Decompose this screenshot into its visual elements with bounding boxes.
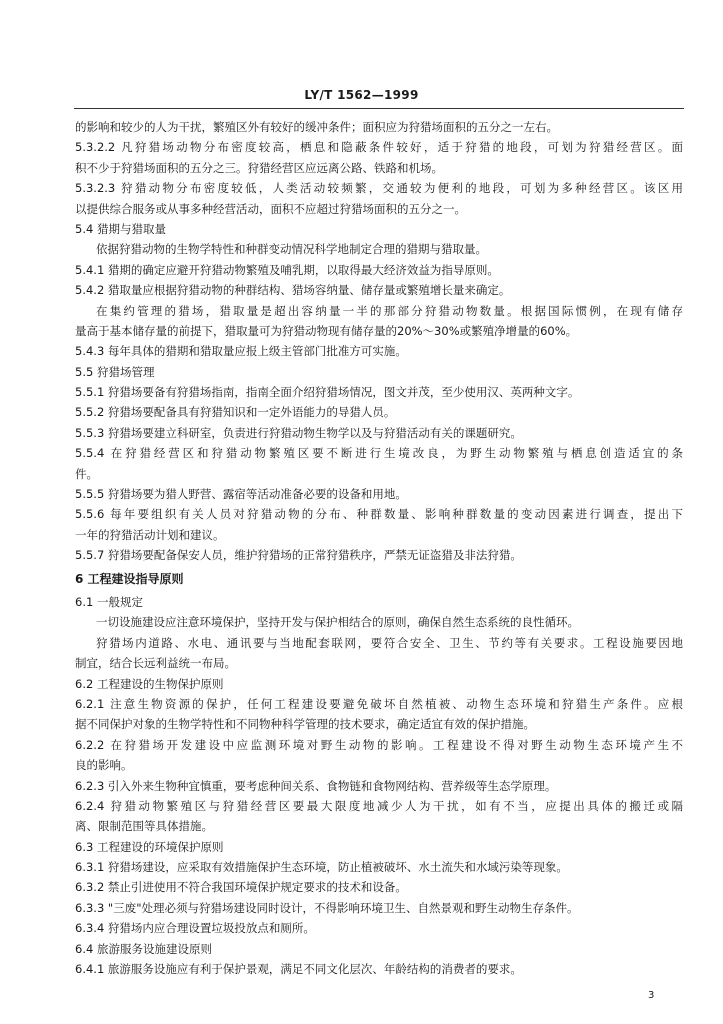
- text-line: 5.5.1 狩猎场要备有狩猎场指南，指南全面介绍狩猎场情况，图文并茂，至少使用汉、英两种文字。: [75, 385, 580, 400]
- text-line: 6.2.2 在狩猎场开发建设中应监测环境对野生动物的影响。工程建设不得对野生动物生态环境产生不: [75, 737, 683, 752]
- text-line: 狩猎场内道路、水电、通讯要与当地配套联网，要符合安全、卫生、节约等有关要求。工程设施要因地: [96, 635, 683, 650]
- text-line: 一年的狩猎活动计划和建议。: [75, 527, 225, 542]
- text-line: 以提供综合服务或从事多种经营活动，面积不应超过狩猎场面积的五分之一。: [75, 201, 466, 216]
- text-line: 5.4.2 猎取量应根据狩猎动物的种群结构、猎场容纳量、储存量或繁殖增长量来确定。: [75, 283, 511, 298]
- text-line: 离、限制范围等具体措施。: [75, 819, 213, 834]
- subsection-heading: 6.2 工程建设的生物保护原则: [75, 676, 224, 691]
- text-line: 5.4.1 猎期的确定应避开狩猎动物繁殖及哺乳期，以取得最大经济效益为指导原则。: [75, 262, 499, 277]
- text-line: 5.5.5 狩猎场要为猎人野营、露宿等活动准备必要的设备和用地。: [75, 487, 407, 502]
- subsection-heading: 5.5 狩猎场管理: [75, 364, 155, 379]
- text-line: 6.2.1 注意生物资源的保护，任何工程建设要避免破坏自然植被、动物生态环境和狩猎生产条件。应根: [75, 696, 683, 711]
- text-line: 6.3.3 "三废"处理必须与狩猎场建设同时设计，不得影响环境卫生、自然景观和野生动物生存条件。: [75, 900, 579, 915]
- text-line: 5.5.7 狩猎场要配备保安人员，维护狩猎场的正常狩猎秩序，严禁无证盗猎及非法狩猎。: [75, 548, 522, 563]
- text-line: 件。: [75, 466, 98, 481]
- text-line: 5.4.3 每年具体的猎期和猎取量应报上级主管部门批准方可实施。: [75, 344, 407, 359]
- text-line: 6.3.2 禁止引进使用不符合我国环境保护规定要求的技术和设备。: [75, 880, 407, 895]
- header-rule: [74, 108, 684, 109]
- document-body: [75, 117, 683, 979]
- text-line: 6.3.4 狩猎场内应合理设置垃圾投放点和厕所。: [75, 921, 315, 936]
- text-line: 5.3.2.2 凡狩猎场动物分布密度较高，栖息和隐蔽条件较好，适于狩猎的地段，可划为狩猎经营区。面: [75, 140, 683, 155]
- text-line: 在集约管理的猎场，猎取量是超出容纳量一半的那部分狩猎动物数量。根据国际惯例，在现有储存: [96, 303, 683, 318]
- text-line: 量高于基本储存量的前提下，猎取量可为狩猎动物现有储存量的20%～30%或繁殖净增量的60%。: [75, 323, 578, 338]
- text-line: 依据狩猎动物的生物学特性和种群变动情况科学地制定合理的猎期与猎取量。: [96, 242, 487, 257]
- page-number: 3: [648, 990, 655, 1001]
- subsection-heading: 6.1 一般规定: [75, 594, 143, 609]
- text-line: 5.5.2 狩猎场要配备具有狩猎知识和一定外语能力的导猎人员。: [75, 405, 396, 420]
- text-line: 积不少于狩猎场面积的五分之三。狩猎经营区应远离公路、铁路和机场。: [75, 160, 443, 175]
- text-line: 6.2.4 狩猎动物繁殖区与狩猎经营区要最大限度地减少人为干扰，如有不当，应提出具体的搬迁或隔: [75, 798, 683, 813]
- document-header: LY/T 1562—1999: [304, 88, 419, 102]
- text-line: 一切设施建设应注意环境保护，坚持开发与保护相结合的原则，确保自然生态系统的良性循环。: [96, 615, 579, 630]
- text-line: 制宜，结合长远利益统一布局。: [75, 656, 236, 671]
- subsection-heading: 6.3 工程建设的环境保护原则: [75, 839, 224, 854]
- text-line: 5.5.6 每年要组织有关人员对狩猎动物的分布、种群数量、影响种群数量的变动因素进行调查，提出下: [75, 507, 683, 522]
- text-line: 5.3.2.3 狩猎动物分布密度较低，人类活动较频繁，交通较为便利的地段，可划为多种经营区。该区用: [75, 181, 683, 196]
- text-line: 6.2.3 引入外来生物种宜慎重，要考虑种间关系、食物链和食物网结构、营养级等生态学原理。: [75, 778, 557, 793]
- text-line: 6.3.1 狩猎场建设，应采取有效措施保护生态环境，防止植被破坏、水土流失和水域污染等现象。: [75, 860, 568, 875]
- text-line: 的影响和较少的人为干扰，繁殖区外有较好的缓冲条件；面积应为狩猎场面积的五分之一左右。: [75, 120, 558, 134]
- text-line: 5.5.4 在狩猎经营区和狩猎动物繁殖区要不断进行生境改良，为野生动物繁殖与栖息创造适宜的条: [75, 446, 683, 461]
- text-line: 5.5.3 狩猎场要建立科研室，负责进行狩猎动物生物学以及与狩猎活动有关的课题研究。: [75, 425, 522, 440]
- text-line: 据不同保护对象的生物学特性和不同物种科学管理的技术要求，确定适宜有效的保护措施。: [75, 717, 535, 732]
- section-heading: 6 工程建设指导原则: [75, 571, 184, 586]
- text-line: 良的影响。: [75, 758, 133, 773]
- subsection-heading: 5.4 猎期与猎取量: [75, 221, 166, 236]
- subsection-heading: 6.4 旅游服务设施建设原则: [75, 941, 212, 956]
- text-line: 6.4.1 旅游服务设施应有利于保护景观，满足不同文化层次、年龄结构的消费者的要求。: [75, 962, 522, 977]
